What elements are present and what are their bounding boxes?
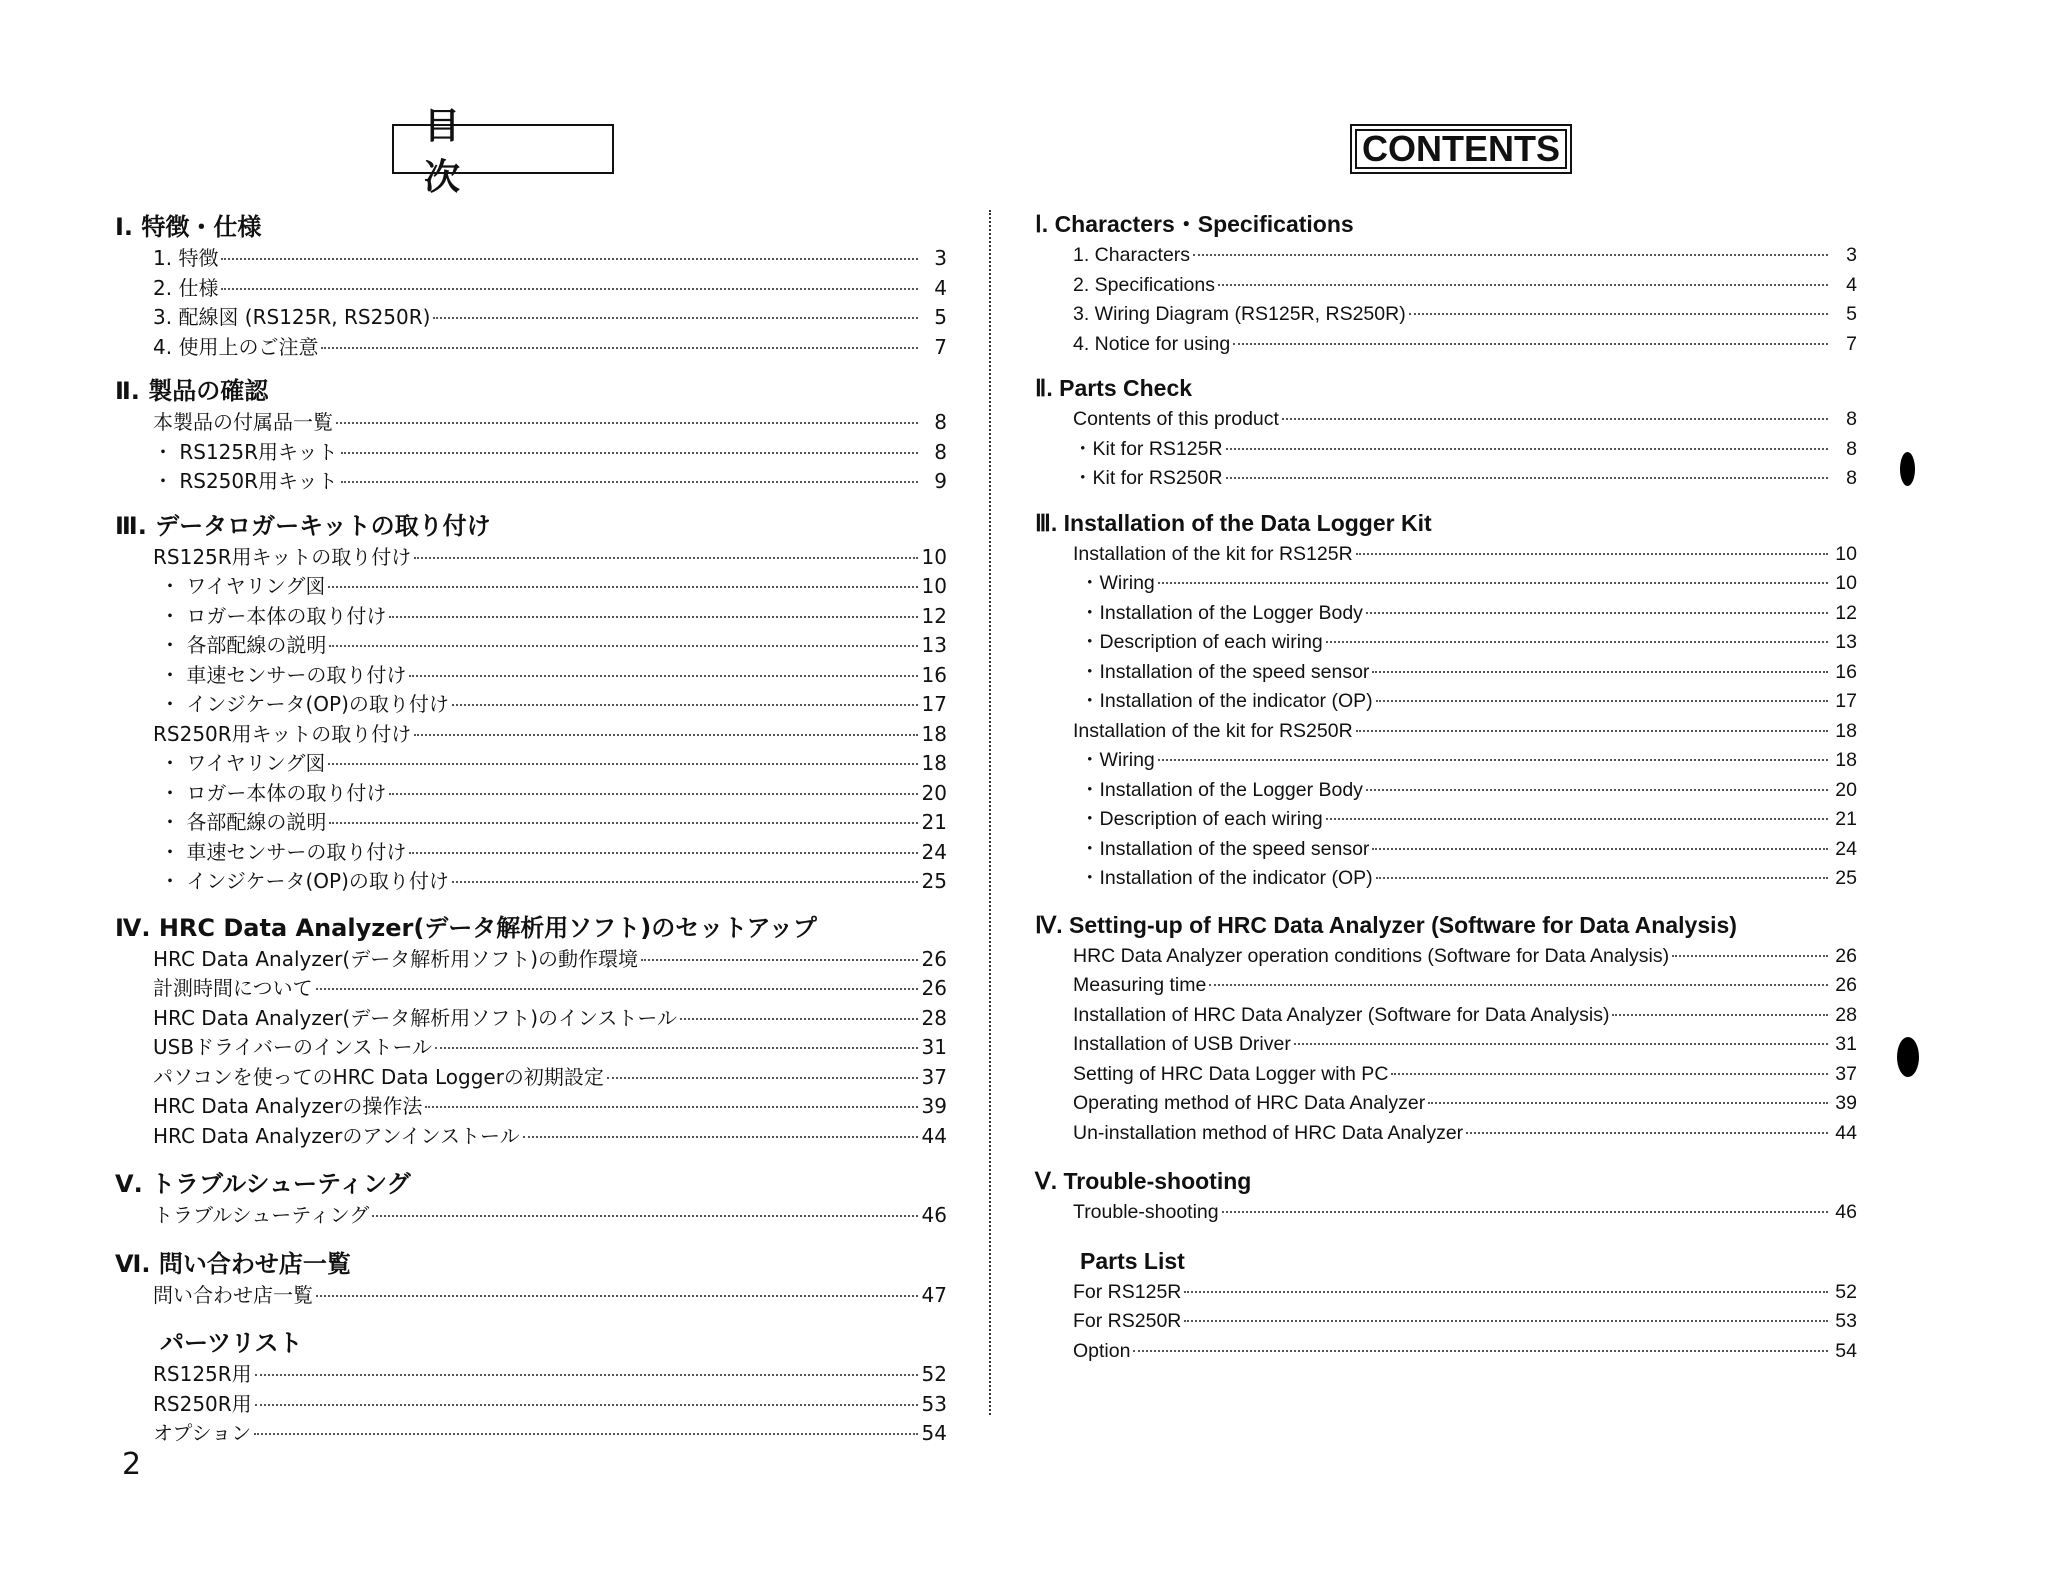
toc-entry-page-number: 31 (921, 1035, 947, 1059)
toc-section-heading: Ⅲ. データロガーキットの取り付け (115, 511, 491, 540)
page-title-english: CONTENTS (1350, 124, 1572, 174)
dot-leader (607, 1077, 918, 1079)
toc-entry-page-number: 39 (921, 1094, 947, 1118)
toc-entry[interactable] (1035, 1307, 1857, 1337)
section-spacer (1035, 1228, 1857, 1244)
toc-entry-label: Installation of the kit for RS125R (1073, 542, 1353, 565)
toc-entry-page-number: 18 (1835, 749, 1857, 771)
page-number: 2 (122, 1447, 142, 1482)
toc-entry-label: HRC Data Analyzerのアンインストール (153, 1123, 520, 1148)
toc-section-s4 (1035, 908, 1857, 1149)
dot-leader (1376, 877, 1828, 879)
toc-entry-page-number: 37 (1835, 1062, 1857, 1085)
toc-entry-page-number: 26 (1835, 944, 1857, 967)
toc-section-s5 (115, 1167, 947, 1231)
dot-leader (1226, 477, 1828, 479)
section-spacer (1035, 359, 1857, 371)
toc-entry-label: HRC Data Analyzer operation conditions (Software for Data Analysis) (1073, 944, 1670, 967)
toc-entry[interactable] (115, 690, 947, 720)
dot-leader (425, 1106, 918, 1108)
toc-entry-page-number: 10 (1835, 572, 1857, 594)
toc-entry-page-number: 26 (921, 976, 947, 1000)
toc-entry[interactable] (1035, 271, 1857, 301)
toc-entry-page-number: 28 (1835, 1003, 1857, 1026)
toc-entry[interactable] (115, 661, 947, 691)
toc-entry-page-number: 21 (1835, 808, 1857, 830)
toc-section-heading: Ⅰ. Characters・Specifications (1035, 211, 1354, 237)
toc-section-s2 (1035, 371, 1857, 494)
dot-leader (1372, 848, 1828, 850)
toc-entry-page-number: 16 (921, 662, 947, 687)
dot-leader (329, 645, 918, 647)
toc-entry[interactable] (115, 438, 947, 468)
toc-entry-label: Operating method of HRC Data Analyzer (1073, 1092, 1426, 1114)
toc-entry-page-number: 31 (1835, 1033, 1857, 1055)
toc-entry[interactable] (115, 1033, 947, 1063)
toc-section-heading: Ⅳ. Setting-up of HRC Data Analyzer (Software for Data Analysis) (1035, 911, 1737, 938)
toc-entry[interactable] (115, 1004, 947, 1034)
toc-entry-label: RS250R用キットの取り付け (153, 721, 412, 746)
toc-entry-page-number: 7 (934, 334, 947, 359)
toc-entry-page-number: 21 (921, 810, 947, 834)
toc-entry-label: ・Installation of the speed sensor (1080, 837, 1370, 860)
toc-section-s3 (1035, 506, 1857, 894)
section-spacer (115, 1151, 947, 1167)
toc-section-heading: Parts List (1080, 1247, 1185, 1274)
toc-entry-page-number: 44 (1835, 1121, 1857, 1144)
toc-entry[interactable] (115, 1201, 947, 1231)
dot-leader (316, 1295, 918, 1297)
dot-leader (1428, 1102, 1828, 1104)
toc-entry[interactable] (1035, 1030, 1857, 1060)
toc-entry-page-number: 20 (1835, 778, 1857, 801)
toc-entry-page-number: 7 (1846, 332, 1857, 355)
toc-entry[interactable] (115, 974, 947, 1004)
dot-leader (414, 734, 918, 736)
toc-entry-label: ・ ワイヤリング図 (160, 574, 326, 598)
toc-entry-page-number: 53 (921, 1391, 947, 1416)
dot-leader (523, 1136, 918, 1138)
dot-leader (329, 822, 918, 824)
toc-entry-label: 2. 仕様 (153, 275, 219, 300)
toc-entry[interactable] (1035, 658, 1857, 688)
toc-entry-page-number: 17 (1835, 690, 1857, 712)
toc-entry-page-number: 52 (1835, 1280, 1857, 1303)
toc-entry[interactable] (115, 1063, 947, 1093)
dot-leader (1366, 612, 1828, 614)
section-spacer (1035, 494, 1857, 506)
dot-leader (254, 1433, 918, 1435)
toc-entry[interactable] (1035, 435, 1857, 465)
toc-entry-page-number: 5 (934, 305, 947, 329)
toc-entry-label: 1. 特徴 (153, 246, 219, 270)
section-spacer (1035, 894, 1857, 908)
toc-entry-label: Trouble-shooting (1073, 1201, 1219, 1223)
toc-entry[interactable] (115, 1390, 947, 1420)
toc-entry-page-number: 10 (921, 544, 947, 569)
dot-leader (1356, 553, 1828, 555)
toc-entry-label: Setting of HRC Data Logger with PC (1073, 1062, 1389, 1085)
toc-section-heading: Ⅱ. Parts Check (1035, 375, 1193, 401)
toc-entry-label: 問い合わせ店一覧 (153, 1282, 313, 1307)
toc-section-s1 (115, 210, 947, 362)
dot-leader (321, 347, 918, 349)
dot-leader (389, 793, 918, 795)
toc-entry-page-number: 16 (1835, 660, 1857, 683)
dot-leader (641, 959, 918, 961)
toc-entry[interactable] (115, 467, 947, 497)
toc-entry-label: パソコンを使ってのHRC Data Loggerの初期設定 (153, 1064, 604, 1089)
toc-entry[interactable] (115, 244, 947, 274)
toc-entry-page-number: 25 (1835, 867, 1857, 889)
dot-leader (414, 557, 918, 559)
toc-section-s5 (1035, 1164, 1857, 1228)
toc-entry-label: Option (1073, 1339, 1131, 1362)
toc-entry-label: Installation of the kit for RS250R (1073, 719, 1353, 742)
dot-leader (221, 258, 918, 260)
dot-leader (409, 675, 918, 677)
dot-leader (341, 452, 918, 454)
dot-leader (255, 1404, 918, 1406)
toc-entry[interactable] (115, 572, 947, 602)
toc-entry[interactable] (115, 543, 947, 573)
dot-leader (1158, 582, 1828, 584)
dot-leader (1372, 671, 1828, 673)
toc-entry-page-number: 53 (1835, 1310, 1857, 1332)
section-spacer (115, 497, 947, 509)
toc-entry-label: ・Kit for RS250R (1073, 467, 1223, 489)
toc-entry[interactable] (1035, 687, 1857, 717)
toc-entry[interactable] (1035, 835, 1857, 865)
toc-entry-page-number: 18 (921, 721, 947, 746)
toc-entry-label: ・Wiring (1080, 749, 1155, 771)
dot-leader (221, 288, 918, 290)
toc-entry-label: 1. Characters (1073, 244, 1191, 266)
toc-section-s3 (115, 509, 947, 897)
dot-leader (1466, 1132, 1828, 1134)
toc-entry-page-number: 3 (1846, 244, 1857, 266)
toc-entry-label: 4. 使用上のご注意 (153, 334, 319, 359)
toc-entry-label: USBドライバーのインストール (153, 1035, 433, 1059)
toc-entry[interactable] (115, 867, 947, 897)
toc-entry-label: 3. Wiring Diagram (RS125R, RS250R) (1073, 303, 1406, 325)
dot-leader (1184, 1291, 1828, 1293)
toc-entry-page-number: 5 (1846, 303, 1857, 325)
toc-entry-page-number: 44 (921, 1123, 947, 1148)
toc-entry-page-number: 10 (921, 574, 947, 598)
dot-leader (1294, 1043, 1828, 1045)
dot-leader (452, 881, 918, 883)
toc-entry-label: 2. Specifications (1073, 273, 1215, 296)
toc-entry-page-number: 20 (921, 780, 947, 805)
toc-entry-label: HRC Data Analyzer(データ解析用ソフト)の動作環境 (153, 946, 639, 971)
toc-entry-label: ・ 各部配線の説明 (160, 810, 327, 834)
toc-entry-label: For RS125R (1073, 1280, 1182, 1303)
toc-entry-page-number: 26 (1835, 974, 1857, 996)
toc-entry-page-number: 18 (1835, 719, 1857, 742)
toc-entry[interactable] (1035, 971, 1857, 1001)
toc-section-heading: Ⅴ. Trouble-shooting (1035, 1168, 1252, 1194)
toc-entry-label: トラブルシューティング (153, 1203, 370, 1227)
toc-section-heading: Ⅱ. 製品の確認 (115, 377, 269, 405)
dot-leader (1376, 700, 1828, 702)
toc-section-parts (1035, 1244, 1857, 1367)
toc-entry[interactable] (1035, 300, 1857, 330)
dot-leader (1222, 1211, 1828, 1213)
toc-entry-label: ・Installation of the indicator (OP) (1080, 690, 1373, 712)
toc-entry-label: ・Description of each wiring (1080, 631, 1323, 653)
toc-section-heading: パーツリスト (160, 1329, 303, 1357)
toc-entry-page-number: 46 (1835, 1201, 1857, 1223)
toc-entry[interactable] (1035, 1337, 1857, 1367)
toc-entry-label: ・ 車速センサーの取り付け (160, 839, 407, 864)
toc-column-japanese (115, 210, 947, 1449)
toc-entry-page-number: 54 (921, 1421, 947, 1445)
toc-entry-label: 本製品の付属品一覧 (153, 410, 333, 434)
toc-entry[interactable] (115, 1092, 947, 1122)
toc-entry-label: Installation of USB Driver (1073, 1033, 1291, 1055)
toc-entry-label: ・Installation of the Logger Body (1080, 601, 1363, 624)
toc-entry[interactable] (115, 303, 947, 333)
dot-leader (1184, 1320, 1828, 1322)
toc-entry-page-number: 18 (921, 751, 947, 775)
toc-entry-page-number: 17 (921, 692, 947, 716)
binding-hole-mark (1897, 1037, 1919, 1077)
toc-entry-page-number: 8 (1846, 437, 1857, 460)
toc-entry[interactable] (1035, 864, 1857, 894)
toc-entry[interactable] (1035, 1278, 1857, 1308)
toc-entry[interactable] (115, 720, 947, 750)
toc-entry[interactable] (1035, 330, 1857, 360)
toc-entry[interactable] (1035, 1001, 1857, 1031)
toc-entry-page-number: 25 (921, 869, 947, 893)
toc-entry[interactable] (1035, 776, 1857, 806)
toc-entry[interactable] (1035, 241, 1857, 271)
dot-leader (1391, 1073, 1828, 1075)
toc-entry-page-number: 24 (921, 839, 947, 864)
dot-leader (1356, 730, 1828, 732)
toc-entry-page-number: 24 (1835, 837, 1857, 860)
toc-entry-page-number: 3 (934, 246, 947, 270)
toc-entry-label: ・ インジケータ(OP)の取り付け (160, 692, 449, 716)
toc-entry-label: ・ RS250R用キット (153, 469, 338, 493)
toc-entry[interactable] (115, 1281, 947, 1311)
dot-leader (1672, 955, 1828, 957)
dot-leader (372, 1215, 918, 1217)
toc-entry-label: 4. Notice for using (1073, 332, 1231, 355)
toc-entry[interactable] (115, 749, 947, 779)
dot-leader (1218, 284, 1828, 286)
toc-entry-page-number: 52 (921, 1362, 947, 1386)
toc-section-s1 (1035, 207, 1857, 359)
dot-leader (452, 704, 918, 706)
toc-entry-label: HRC Data Analyzerの操作法 (153, 1094, 423, 1118)
toc-section-parts (115, 1326, 947, 1449)
toc-entry-page-number: 13 (1835, 631, 1857, 653)
toc-entry-label: 3. 配線図 (RS125R, RS250R) (153, 305, 431, 329)
toc-entry-page-number: 13 (921, 633, 947, 657)
toc-entry[interactable] (1035, 628, 1857, 658)
toc-column-english (1035, 207, 1857, 1366)
toc-entry[interactable] (115, 779, 947, 809)
toc-entry[interactable] (115, 631, 947, 661)
toc-entry[interactable] (115, 1419, 947, 1449)
dot-leader (1158, 759, 1828, 761)
toc-entry-label: ・ 車速センサーの取り付け (160, 662, 407, 687)
toc-entry[interactable] (1035, 717, 1857, 747)
dot-leader (1193, 254, 1828, 256)
toc-entry-label: RS125R用キットの取り付け (153, 544, 412, 569)
toc-entry-page-number: 4 (934, 275, 947, 300)
dot-leader (316, 988, 918, 990)
toc-entry-page-number: 46 (921, 1203, 947, 1227)
section-spacer (115, 897, 947, 911)
dot-leader (1326, 641, 1828, 643)
toc-section-heading: Ⅴ. トラブルシューティング (115, 1170, 411, 1198)
toc-entry-label: ・Description of each wiring (1080, 808, 1323, 830)
section-spacer (1035, 1148, 1857, 1164)
toc-entry[interactable] (1035, 746, 1857, 776)
dot-leader (409, 852, 918, 854)
toc-entry[interactable] (115, 602, 947, 632)
dot-leader (433, 317, 918, 319)
toc-entry[interactable] (115, 1360, 947, 1390)
toc-entry-label: 計測時間について (153, 976, 313, 1000)
toc-entry-page-number: 9 (934, 469, 947, 493)
toc-entry[interactable] (1035, 1060, 1857, 1090)
toc-entry-page-number: 8 (1846, 467, 1857, 489)
toc-entry-page-number: 39 (1835, 1092, 1857, 1114)
toc-entry-page-number: 8 (1846, 408, 1857, 430)
toc-entry[interactable] (115, 1122, 947, 1152)
section-spacer (115, 362, 947, 374)
toc-entry[interactable] (115, 274, 947, 304)
section-spacer (115, 1231, 947, 1247)
dot-leader (1226, 448, 1828, 450)
toc-section-s4 (115, 911, 947, 1152)
toc-entry-label: Measuring time (1073, 974, 1207, 996)
toc-entry[interactable] (1035, 1089, 1857, 1119)
toc-entry-page-number: 28 (921, 1005, 947, 1030)
toc-entry-page-number: 47 (921, 1282, 947, 1307)
toc-entry-label: ・ ロガー本体の取り付け (160, 603, 387, 628)
toc-entry-label: ・Kit for RS125R (1073, 437, 1223, 460)
toc-entry-page-number: 4 (1846, 273, 1857, 296)
toc-entry-page-number: 10 (1835, 542, 1857, 565)
dot-leader (1282, 418, 1828, 420)
toc-entry[interactable] (115, 945, 947, 975)
dot-leader (1366, 789, 1828, 791)
toc-entry[interactable] (1035, 464, 1857, 494)
toc-entry[interactable] (1035, 569, 1857, 599)
toc-entry-label: ・Installation of the speed sensor (1080, 660, 1370, 683)
toc-entry-label: RS250R用 (153, 1391, 252, 1416)
toc-entry[interactable] (115, 333, 947, 363)
toc-entry-page-number: 12 (921, 603, 947, 628)
dot-leader (389, 616, 918, 618)
toc-section-heading: Ⅲ. Installation of the Data Logger Kit (1035, 509, 1432, 536)
toc-entry-label: Installation of HRC Data Analyzer (Software for Data Analysis) (1073, 1003, 1610, 1026)
toc-entry-label: ・ ロガー本体の取り付け (160, 780, 387, 805)
section-spacer (115, 1310, 947, 1326)
dot-leader (1209, 984, 1828, 986)
dot-leader (1233, 343, 1828, 345)
toc-entry-label: オプション (153, 1421, 252, 1445)
binding-hole-mark (1900, 452, 1915, 486)
toc-entry-label: Contents of this product (1073, 408, 1279, 430)
dot-leader (341, 481, 918, 483)
toc-entry-page-number: 8 (934, 439, 947, 464)
dot-leader (1133, 1350, 1828, 1352)
dot-leader (1612, 1014, 1828, 1016)
dot-leader (435, 1047, 918, 1049)
toc-entry[interactable] (1035, 1198, 1857, 1228)
dot-leader (328, 763, 918, 765)
toc-entry-label: ・ RS125R用キット (153, 439, 338, 464)
toc-entry-label: ・ 各部配線の説明 (160, 633, 327, 657)
dot-leader (328, 586, 918, 588)
toc-entry-page-number: 26 (921, 946, 947, 971)
toc-section-heading: Ⅳ. HRC Data Analyzer(データ解析用ソフト)のセットアップ (115, 913, 817, 942)
column-divider (989, 210, 991, 1415)
toc-section-heading: Ⅰ. 特徴・仕様 (115, 213, 262, 241)
toc-section-s6 (115, 1247, 947, 1311)
dot-leader (1326, 818, 1828, 820)
toc-entry[interactable] (1035, 599, 1857, 629)
toc-entry-page-number: 54 (1835, 1339, 1857, 1362)
toc-entry-label: RS125R用 (153, 1362, 252, 1386)
toc-entry-page-number: 8 (934, 410, 947, 434)
toc-entry-label: ・ ワイヤリング図 (160, 751, 326, 775)
toc-entry-label: For RS250R (1073, 1310, 1182, 1332)
toc-entry-label: ・Installation of the indicator (OP) (1080, 867, 1373, 889)
dot-leader (680, 1018, 918, 1020)
toc-entry-page-number: 37 (921, 1064, 947, 1089)
toc-entry[interactable] (115, 408, 947, 438)
toc-entry-label: ・ インジケータ(OP)の取り付け (160, 869, 449, 893)
toc-entry-label: Un-installation method of HRC Data Analyzer (1073, 1121, 1464, 1144)
toc-entry-label: HRC Data Analyzer(データ解析用ソフト)のインストール (153, 1005, 678, 1030)
dot-leader (255, 1374, 918, 1376)
dot-leader (1409, 313, 1828, 315)
toc-entry[interactable] (1035, 540, 1857, 570)
page-title-japanese: 目 次 (392, 124, 614, 174)
toc-entry[interactable] (1035, 1119, 1857, 1149)
toc-entry[interactable] (115, 808, 947, 838)
toc-entry[interactable] (1035, 405, 1857, 435)
toc-entry-label: ・Installation of the Logger Body (1080, 778, 1363, 801)
toc-entry[interactable] (1035, 805, 1857, 835)
toc-section-heading: Ⅵ. 問い合わせ店一覧 (115, 1249, 351, 1278)
toc-entry[interactable] (115, 838, 947, 868)
toc-section-s2 (115, 374, 947, 497)
toc-entry-label: ・Wiring (1080, 572, 1155, 594)
toc-entry[interactable] (1035, 942, 1857, 972)
toc-entry-page-number: 12 (1835, 601, 1857, 624)
dot-leader (336, 422, 918, 424)
